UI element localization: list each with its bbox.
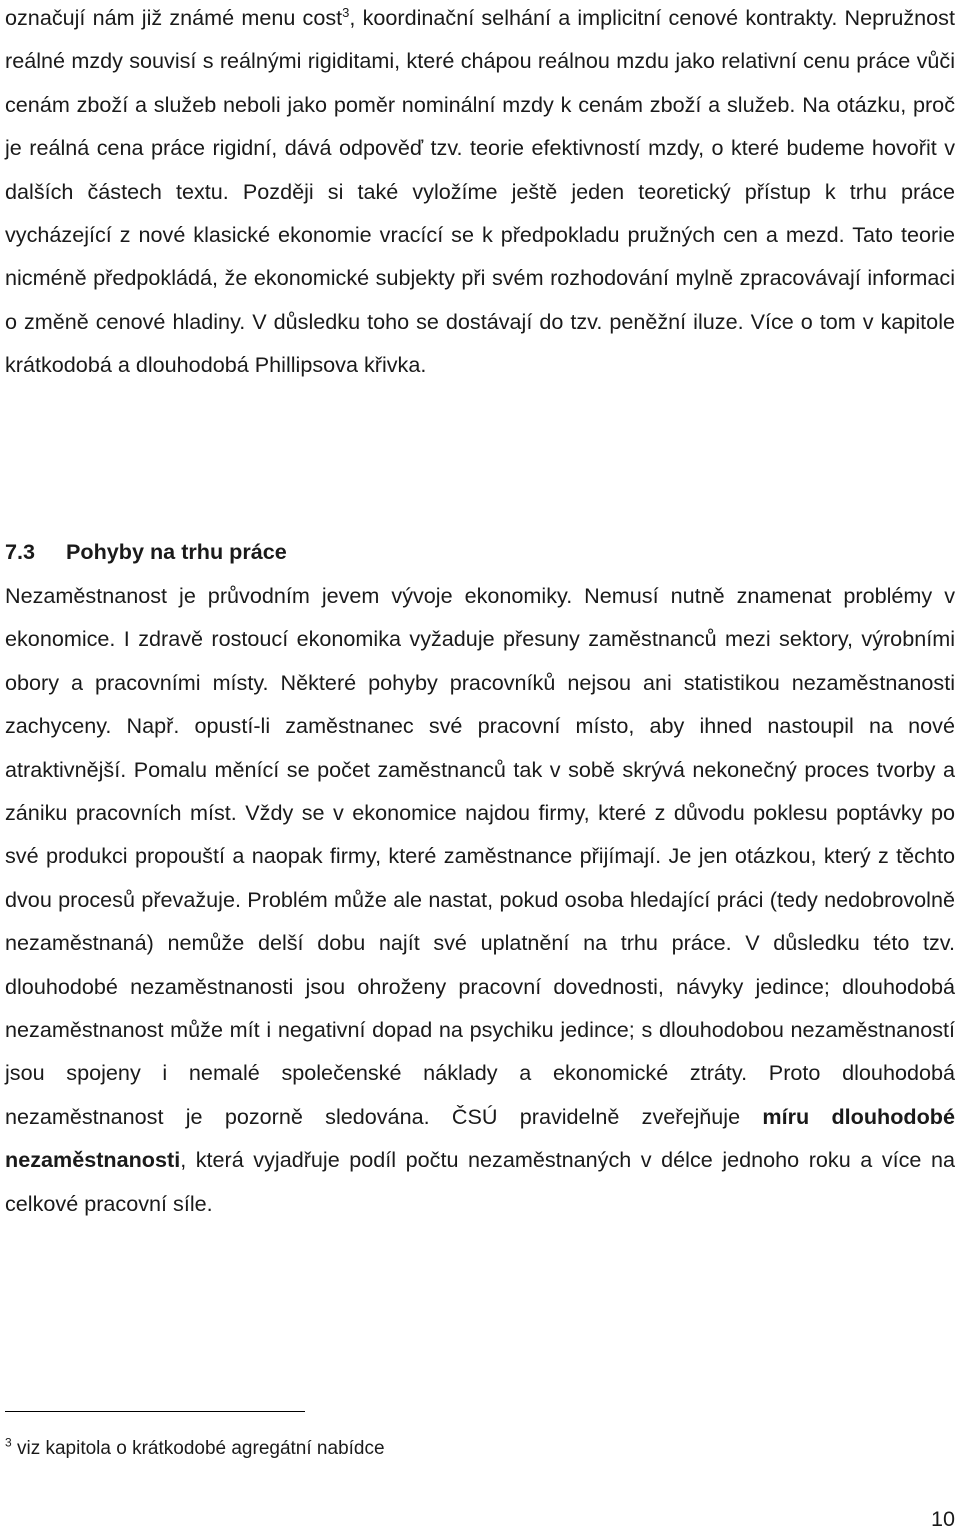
page-number: 10 (930, 1506, 955, 1531)
footnote-reference[interactable]: 3 (342, 4, 350, 20)
section-heading (5, 530, 287, 573)
paragraph2-text-b: , která vyjadřuje podíl počtu nezaměstnaných v délce jednoho roku a více na celkové pracovní síle. (5, 1147, 955, 1216)
footnote-text: viz kapitola o krátkodobé agregátní nabídce (16, 1438, 385, 1459)
section-number: 7.3 (5, 539, 36, 564)
paragraph1-text-b: , koordinační selhání a implicitní cenové kontrakty. Nepružnost reálné mzdy souvisí s reálnými rigiditami, které chápou reálnou mzdu jako relativní cenu práce vůči cenám zboží a služeb neboli jako poměr nominální mzdy k cenám zboží a služeb. Na otázku, proč je reálná cena práce rigidní, dává odpověď tzv. teorie efektivností mzdy, o které budeme hovořit v dalších částech textu. Později si také vyložíme ještě jeden teoretický přístup k trhu práce vycházející z nové klasické ekonomie vracící se k předpokladu pružných cen a mezd. Tato teorie nicméně předpokládá, že ekonomické subjekty při svém rozhodování mylně zpracovávají informaci o změně cenové hladiny. V důsledku toho se dostávají do tzv. peněžní iluze. Více o tom v kapitole krátkodobá a dlouhodobá Phillipsova křivka. (5, 5, 955, 378)
paragraph-labour-market-movements (5, 574, 955, 1225)
footnote (5, 1435, 385, 1463)
paragraph-wage-rigidity (5, 0, 955, 387)
paragraph2-text-a: Nezaměstnanost je průvodním jevem vývoje ekonomiky. Nemusí nutně znamenat problémy v ekonomice. I zdravě rostoucí ekonomika vyžaduje přesuny zaměstnanců mezi sektory, výrobními obory a pracovními místy. Některé pohyby pracovníků nejsou ani statistikou nezaměstnanosti zachyceny. Např. opustí-li zaměstnanec své pracovní místo, aby ihned nastoupil na nové atraktivnější. Pomalu měnící se počet zaměstnanců tak v sobě skrývá nekonečný proces tvorby a zániku pracovních míst. Vždy se v ekonomice najdou firmy, které z důvodu poklesu poptávky po své produkci propouští a naopak firmy, které zaměstnance přijímají. Je jen otázkou, který z těchto dvou procesů převažuje. Problém může ale nastat, pokud osoba hledající práci (tedy nedobrovolně nezaměstnaná) nemůže delší dobu najít své uplatnění na trhu práce. V důsledku této tzv. dlouhodobé nezaměstnanosti jsou ohroženy pracovní dovednosti, návyky jedince; dlouhodobá nezaměstnanost může mít i negativní dopad na psychiku jedince; s dlouhodobou nezaměstnaností jsou spojeny i nemalé společenské náklady a ekonomické ztráty. Proto dlouhodobá nezaměstnanost je pozorně sledována. ČSÚ pravidelně zveřejňuje (5, 583, 955, 1129)
bold-term: míru dlouhodobé nezaměstnanosti (5, 1103, 955, 1173)
footnote-number: 3 (5, 1435, 12, 1450)
footnote-divider (5, 1411, 305, 1412)
section-title: Pohyby na trhu práce (66, 539, 287, 564)
paragraph1-text-a: označují nám již známé menu cost (5, 5, 343, 30)
